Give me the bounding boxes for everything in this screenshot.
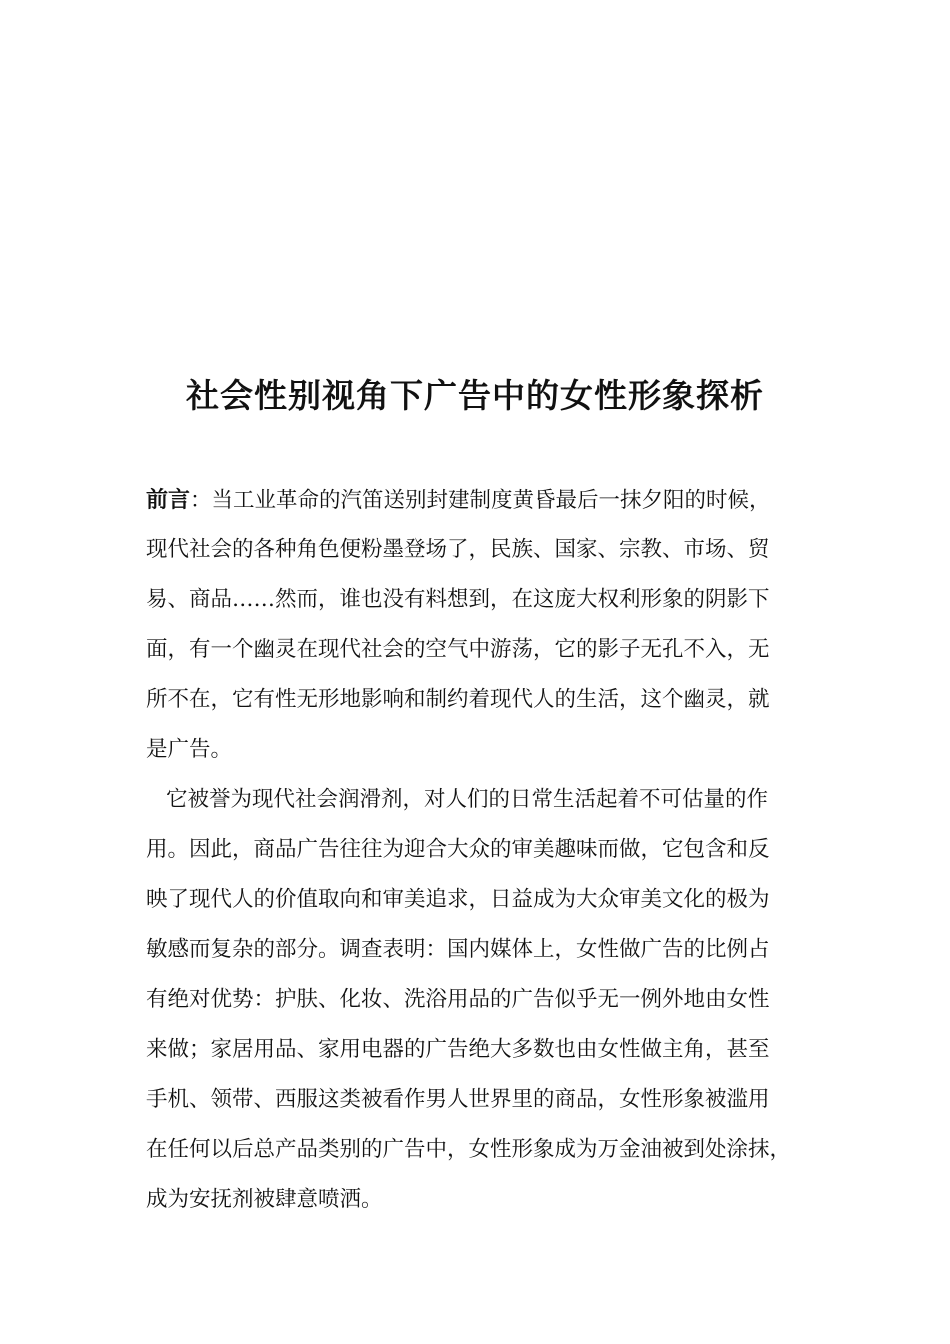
- intro-line-6: 是广告。: [146, 737, 233, 762]
- paragraph2-line-4: 敏感而复杂的部分。调查表明：国内媒体上，女性做广告的比例占: [146, 937, 770, 962]
- paragraph2-line-3: 映了现代人的价值取向和审美追求，日益成为大众审美文化的极为: [146, 887, 770, 912]
- paragraph2-line-9: 成为安抚剂被肆意喷洒。: [146, 1187, 383, 1212]
- paragraph2-line-1: 它被誉为现代社会润滑剂，对人们的日常生活起着不可估量的作: [166, 787, 769, 812]
- paragraph2-line-7: 手机、领带、西服这类被看作男人世界里的商品，女性形象被滥用: [146, 1087, 770, 1112]
- paragraph2-line-8: 在任何以后总产品类别的广告中，女性形象成为万金油被到处涂抹，: [146, 1137, 792, 1162]
- paragraph2-line-2: 用。因此，商品广告往往为迎合大众的审美趣味而做，它包含和反: [146, 837, 770, 862]
- document-title: 社会性别视角下广告中的女性形象探析: [186, 376, 764, 415]
- paragraph2-line-5: 有绝对优势：护肤、化妆、洗浴用品的广告似乎无一例外地由女性: [146, 987, 770, 1012]
- paragraph2-line-6: 来做；家居用品、家用电器的广告绝大多数也由女性做主角，甚至: [146, 1037, 770, 1062]
- intro-line-4: 面，有一个幽灵在现代社会的空气中游荡，它的影子无孔不入，无: [146, 637, 770, 662]
- intro-line-5: 所不在，它有性无形地影响和制约着现代人的生活，这个幽灵，就: [146, 687, 770, 712]
- document-body: [146, 475, 836, 1225]
- intro-text: ：当工业革命的汽笛送别封建制度黄昏最后一抹夕阳的时候，: [190, 488, 771, 513]
- intro-label: 前言: [146, 487, 191, 513]
- intro-line-1: [146, 475, 836, 525]
- intro-line-3: 易、商品……然而，谁也没有料想到，在这庞大权利形象的阴影下: [146, 587, 770, 612]
- intro-line-2: 现代社会的各种角色便粉墨登场了，民族、国家、宗教、市场、贸: [146, 537, 770, 562]
